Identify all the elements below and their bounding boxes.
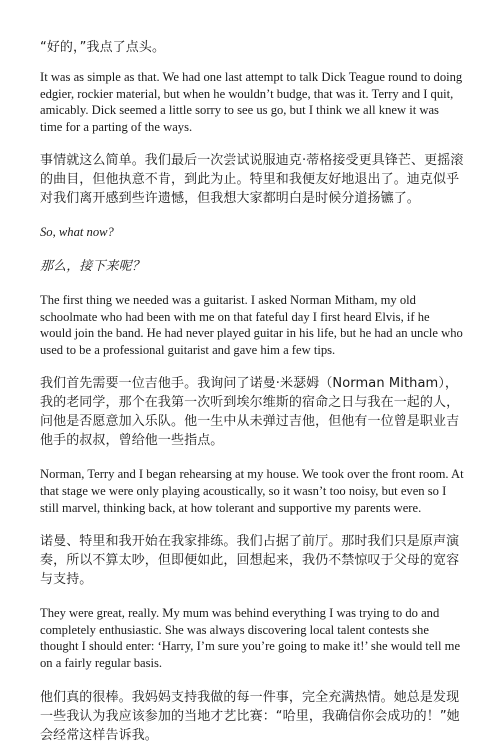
paragraph-zh-what-now: 那么，接下来呢？ bbox=[40, 258, 145, 274]
paragraph-en-guitarist: The first thing we needed was a guitarist. I asked Norman Mitham, my old schoolmate who had been with me on that fateful day I first heard Elvis, if he would join the band. He had never played guitar in his life, but he had an uncle who used to be a professional guitarist and gave him a few tips. bbox=[40, 292, 463, 357]
paragraph-zh-guitarist: 我们首先需要一位吉他手。我询问了诺曼·米瑟姆（Norman Mitham），我的老同学，那个在我第一次听到埃尔维斯的宿命之日与我在一起的人，问他是否愿意加入乐队。他一生中从未弹过吉他，但他有一位曾是职业吉他手的叔叔，曾给他一些指点。 bbox=[40, 376, 460, 449]
paragraph-zh-rehearsing: 诺曼、特里和我开始在我家排练。我们占据了前厅。那时我们只是原声演奏，所以不算太吵，但即便如此，回想起来，我仍不禁惊叹于父母的宽容与支持。 bbox=[40, 534, 460, 588]
paragraph-zh-dialogue: “好的，”我点了点头。 bbox=[40, 40, 166, 55]
paragraph-en-quit-band: It was as simple as that. We had one last attempt to talk Dick Teague round to doing edgier, rockier material, but when he wouldn’t budge, that was it. Terry and I quit, amicably. Dick seemed a little sorry to see us go, but I think we all knew it was time for a parting of the ways. bbox=[40, 70, 463, 134]
paragraph-en-parents: They were great, really. My mum was behind everything I was trying to do and completely enthusiastic. She was always discovering local talent contests she thought I should enter: ‘Harry, I’m sure you’re going to make it!’ she would tell me on a fairly regular basis. bbox=[40, 606, 461, 670]
paragraph-en-what-now: So, what now? bbox=[40, 225, 114, 240]
paragraph-zh-parents: 他们真的很棒。我妈妈支持我做的每一件事，完全充满热情。她总是发现一些我认为我应该参加的当地才艺比赛：“哈里，我确信你会成功的！”她会经常这样告诉我。 bbox=[40, 689, 460, 743]
paragraph-zh-quit-band: 事情就这么简单。我们最后一次尝试说服迪克·蒂格接受更具锋芒、更摇滚的曲目，但他执意不肯，到此为止。特里和我便友好地退出了。迪克似乎对我们离开感到些许遗憾，但我想大家都明白是时候分道扬镳了。 bbox=[40, 153, 464, 207]
book-page bbox=[40, 38, 464, 745]
paragraph-en-rehearsing: Norman, Terry and I began rehearsing at my house. We took over the front room. At that stage we were only playing acoustically, so it wasn’t too noisy, but even so I still marvel, thinking back, at how tolerant and supportive my parents were. bbox=[40, 467, 464, 515]
